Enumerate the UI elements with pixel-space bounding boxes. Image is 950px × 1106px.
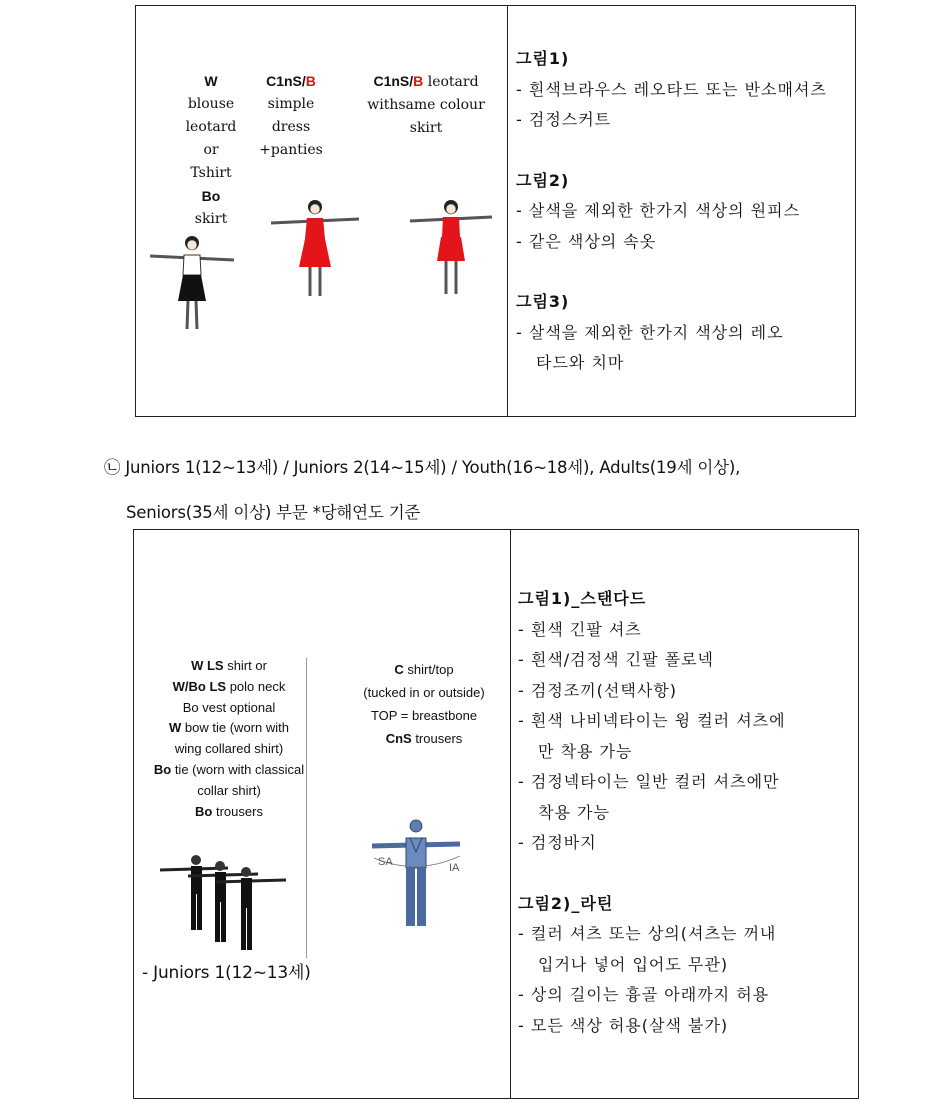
- fig2-line: +panties: [259, 142, 323, 158]
- description-line: - 흰색 긴팔 셔츠: [518, 619, 642, 639]
- latin-heading: 그림2)_라틴: [518, 893, 614, 913]
- category-paragraph-line2: Seniors(35세 이상) 부문 *당해연도 기준: [126, 503, 421, 522]
- description-line: 타드와 치마: [536, 353, 625, 372]
- attire-line: shirt or: [223, 658, 267, 673]
- description-line: - 컬러 셔츠 또는 상의(셔츠는 꺼내: [518, 924, 777, 943]
- description-line: - 검정넥타이는 일반 컬러 셔츠에만: [518, 772, 780, 791]
- code: Bo: [153, 761, 172, 777]
- attire-line: trousers: [411, 731, 463, 746]
- code: W: [169, 720, 182, 736]
- attire-line: trousers: [212, 803, 263, 819]
- fig3-code-red: B: [413, 73, 424, 89]
- description-line: 착용 가능: [538, 802, 610, 822]
- description-line: - 검정스커트: [516, 110, 612, 129]
- code: Bo: [195, 803, 213, 819]
- figure-red-leotard-illustration: [406, 199, 496, 299]
- bottom-description: [518, 584, 786, 1041]
- fig2-heading: 그림2): [516, 170, 570, 190]
- table-divider: [510, 530, 511, 1098]
- bottom-dress-table: [133, 529, 859, 1099]
- fig2-code: C1nS/: [266, 73, 306, 89]
- figure-blouse-skirt-illustration: [146, 231, 246, 331]
- description-line: - 흰색/검정색 긴팔 폴로넥: [518, 650, 714, 669]
- standard-heading: 그림1)_스탠다드: [518, 589, 647, 608]
- sa-marker: SA: [378, 856, 393, 868]
- attire-line: polo neck: [226, 678, 286, 694]
- description-line: - 검정바지: [518, 833, 597, 852]
- fig1-line: or: [203, 142, 219, 158]
- description-line: - 흰색브라우스 레오타드 또는 반소매셔츠: [516, 79, 827, 99]
- attire-line: (tucked in or outside): [363, 685, 485, 700]
- ia-marker: IA: [449, 862, 460, 874]
- description-line: 만 착용 가능: [538, 741, 633, 761]
- fig2-line: dress: [271, 119, 311, 135]
- juniors1-caption: - Juniors 1(12~13세): [142, 963, 311, 983]
- attire-line: collar shirt): [197, 782, 261, 798]
- attire-line: Bo vest optional: [182, 699, 276, 715]
- fig3-heading: 그림3): [516, 292, 570, 311]
- fig3-line: skirt: [409, 120, 443, 136]
- fig1-code2: Bo: [201, 188, 221, 204]
- latin-attire-label: [344, 658, 504, 750]
- code: W/Bo LS: [172, 678, 227, 694]
- description-line: - 같은 색상의 속옷: [516, 231, 657, 251]
- description-line: - 살색을 제외한 한가지 색상의 원피스: [516, 201, 801, 220]
- code: C: [394, 662, 404, 677]
- attire-line: shirt/top: [403, 662, 454, 677]
- table-divider: [507, 6, 508, 416]
- fig3-line: withsame colour: [367, 97, 485, 113]
- attire-line: wing collared shirt): [174, 741, 284, 757]
- description-line: 입거나 넣어 입어도 무관): [538, 954, 729, 974]
- fig2-code-red: B: [305, 73, 316, 89]
- fig3-code-tail: leotard: [423, 74, 479, 90]
- attire-line: bow tie (worn with: [181, 720, 289, 736]
- attire-line: TOP = breastbone: [370, 708, 478, 723]
- fig3-code: C1nS/: [373, 73, 414, 89]
- figure-standard-men-illustration: [158, 850, 288, 955]
- category-paragraph-line1: ㉡ Juniors 1(12~13세) / Juniors 2(14~15세) / Youth(16~18세), Adults(19세 이상),: [104, 458, 741, 477]
- fig1-heading: 그림1): [516, 49, 570, 68]
- top-dress-table: [135, 5, 856, 417]
- fig3-label: [361, 70, 491, 140]
- fig2-line: simple: [267, 96, 315, 112]
- top-description: [516, 44, 827, 379]
- description-line: - 검정조끼(선택사항): [518, 680, 677, 700]
- description-line: - 살색을 제외한 한가지 색상의 레오: [516, 322, 784, 342]
- standard-attire-label: [139, 656, 319, 822]
- figure-red-dress-illustration: [269, 199, 369, 299]
- code: W LS: [191, 658, 224, 673]
- code: CnS: [385, 731, 412, 746]
- fig1-line: blouse: [187, 96, 235, 112]
- description-line: - 흰색 나비넥타이는 윙 컬러 셔츠에: [518, 711, 786, 730]
- fig1-line: leotard: [185, 119, 237, 135]
- attire-line: tie (worn with classical: [171, 761, 305, 777]
- fig1-line: Tshirt: [190, 165, 232, 181]
- description-line: - 모든 색상 허용(살색 불가): [518, 1015, 729, 1035]
- description-line: - 상의 길이는 흉골 아래까지 허용: [518, 985, 770, 1004]
- fig1-line: skirt: [194, 211, 228, 227]
- fig1-code: W: [204, 73, 218, 89]
- fig2-label: [236, 70, 346, 162]
